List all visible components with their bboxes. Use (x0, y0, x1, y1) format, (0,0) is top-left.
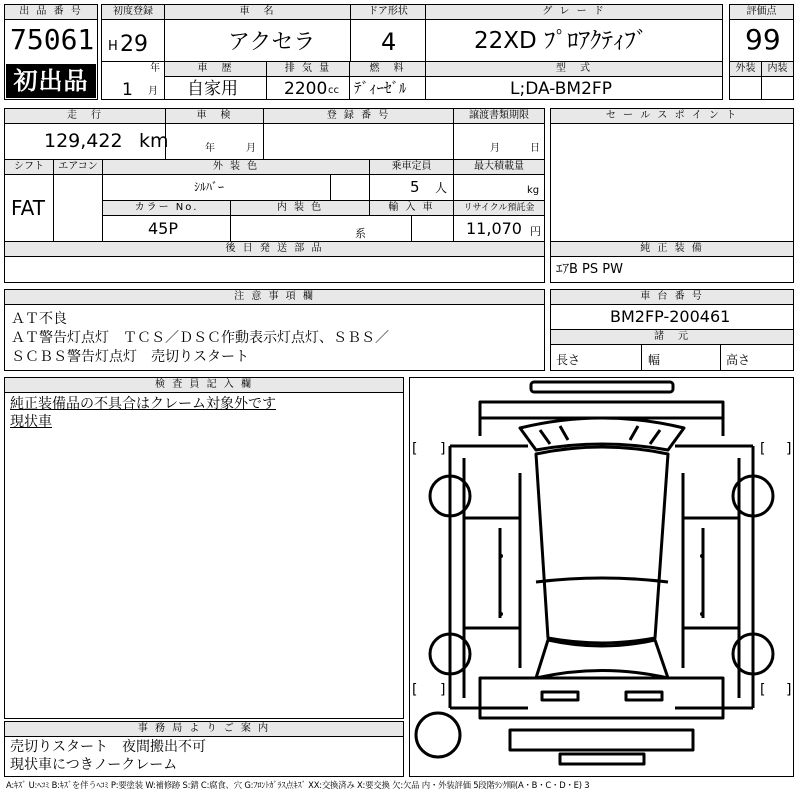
int-color-header: 内 装 色 (230, 200, 370, 216)
door-type-header: ドア形状 (350, 4, 426, 20)
transfer-docs-header: 譲渡書類期限 (453, 108, 545, 124)
bracket-fr: [ (760, 441, 766, 457)
shift-header: シフト (4, 159, 54, 175)
model-code-header: 型 式 (425, 61, 723, 77)
mileage-unit: km (139, 130, 169, 152)
int-color-unit: 系 (355, 227, 366, 240)
car-body-diagram (410, 378, 793, 776)
first-reg-header: 初度登録 (101, 4, 165, 20)
later-parts-header: 後 日 発 送 部 品 (4, 241, 545, 257)
fuel-value: ﾃﾞｨｰｾﾞﾙ (354, 79, 407, 97)
fuel-header: 燃 料 (349, 61, 426, 77)
car-name: アクセラ (228, 30, 316, 55)
office-line-1: 売切りスタート 夜間搬出不可 (10, 739, 206, 755)
mileage-header: 走 行 (4, 108, 166, 124)
bracket-rr-end: ] (786, 682, 792, 698)
exterior-header: 外装 (729, 61, 762, 77)
inspector-line-2: 現状車 (10, 414, 52, 430)
door-count: 4 (381, 28, 397, 56)
chassis-number: BM2FP-200461 (610, 307, 731, 326)
displacement-header: 排 気 量 (266, 61, 350, 77)
inspection-month-unit: 月 (246, 143, 256, 154)
dim-height: 高さ (726, 353, 751, 367)
displacement-value: 2200 (284, 79, 328, 99)
inspector-box (4, 377, 404, 719)
model-code: L;DA-BM2FP (510, 79, 612, 99)
aircon-header: エアコン (53, 159, 103, 175)
dim-width: 幅 (648, 353, 661, 367)
ext-color-value: ｼﾙﾊﾞｰ (194, 180, 225, 194)
color-no-value: 45P (148, 219, 179, 238)
genuine-equip-header: 純 正 装 備 (550, 241, 794, 257)
inspector-line-1: 純正装備品の不具合はクレーム対象外です (10, 396, 276, 412)
office-line-2: 現状車につきノークレーム (10, 757, 178, 773)
car-diagram-box (409, 377, 794, 777)
notes-header: 注 意 事 項 欄 (4, 289, 545, 305)
history-header: 車 歴 (164, 61, 267, 77)
office-header: 事 務 局 よ り ご 案 内 (4, 721, 404, 737)
note-line-2: ＡＴ警告灯点灯 ＴＣＳ／ＤＳＣ作動表示灯点灯、ＳＢＳ／ (11, 330, 389, 346)
damage-legend: A:ｷｽﾞ U:ﾍｺﾐ B:ｷｽﾞを伴うﾍｺﾐ P:要塗装 W:補修跡 S:錆 C:腐食、穴 G:ﾌﾛﾝﾄｶﾞﾗｽ点ｷｽﾞ XX:交換済み X:要交換 欠:欠品 内・外装評価 5段階ﾗﾝｸ順(A・B・C・D・E) 3 (6, 780, 590, 790)
interior-header: 内装 (761, 61, 794, 77)
score-header: 評価点 (729, 4, 794, 20)
grade-value: 22XD ﾌﾟﾛｱｸﾃｨﾌﾞ (474, 28, 648, 54)
bracket-fr-end: ] (786, 441, 792, 457)
sales-points-box (550, 108, 794, 242)
grade-header: グ レ ー ド (425, 4, 723, 20)
bracket-rr: [ (760, 682, 766, 698)
car-name-header: 車 名 (164, 4, 351, 20)
reg-number-header: 登 録 番 号 (263, 108, 454, 124)
chassis-header: 車 台 番 号 (550, 289, 794, 305)
inspection-year-unit: 年 (205, 143, 215, 154)
ext-color-header: 外 装 色 (102, 159, 370, 175)
note-line-3: ＳＣＢＳ警告灯点灯 売切りスタート (11, 349, 249, 365)
shift-value: FAT (11, 196, 46, 220)
score-value: 99 (745, 23, 781, 56)
bracket-rl-end: ] (440, 682, 446, 698)
bracket-rl: [ (412, 682, 418, 698)
dims-header: 諸 元 (550, 329, 794, 345)
reg-year: 29 (120, 32, 148, 57)
max-load-header: 最大積載量 (453, 159, 545, 175)
capacity-value: 5 (410, 178, 420, 196)
reg-month: 1 (122, 80, 133, 100)
genuine-equip-value: ｴｱB PS PW (556, 262, 623, 277)
lot-number-header: 出 品 番 号 (4, 4, 98, 20)
first-listing-badge: 初出品 (6, 64, 96, 98)
inspection-header: 車 検 (165, 108, 264, 124)
car-history: 自家用 (187, 79, 238, 99)
capacity-header: 乗車定員 (369, 159, 454, 175)
vehicle-info-grid (4, 108, 545, 242)
dim-length: 長さ (556, 353, 581, 367)
mileage-value: 129,422 (44, 130, 123, 152)
import-header: 輸 入 車 (369, 200, 454, 216)
era-label: H (108, 39, 118, 54)
recycle-value: 11,070 (466, 219, 522, 238)
sales-points-header: セ ー ル ス ポ イ ン ト (550, 108, 794, 124)
transfer-month-unit: 月 (490, 143, 500, 154)
max-load-unit: kg (527, 185, 540, 196)
color-no-header: カラー No. (102, 200, 231, 216)
capacity-unit: 人 (435, 181, 448, 195)
month-unit: 月 (148, 86, 158, 97)
bracket-fl-end: ] (440, 441, 446, 457)
year-unit: 年 (150, 63, 160, 74)
displacement-unit: cc (328, 85, 339, 96)
recycle-unit: 円 (530, 225, 541, 238)
inspector-header: 検 査 員 記 入 欄 (4, 377, 404, 393)
bracket-fl: [ (412, 441, 418, 457)
transfer-day-unit: 日 (530, 143, 540, 154)
recycle-header: リサイクル預託金 (453, 200, 545, 216)
lot-number: 75061 (10, 23, 95, 56)
note-line-1: ＡＴ不良 (11, 311, 67, 327)
